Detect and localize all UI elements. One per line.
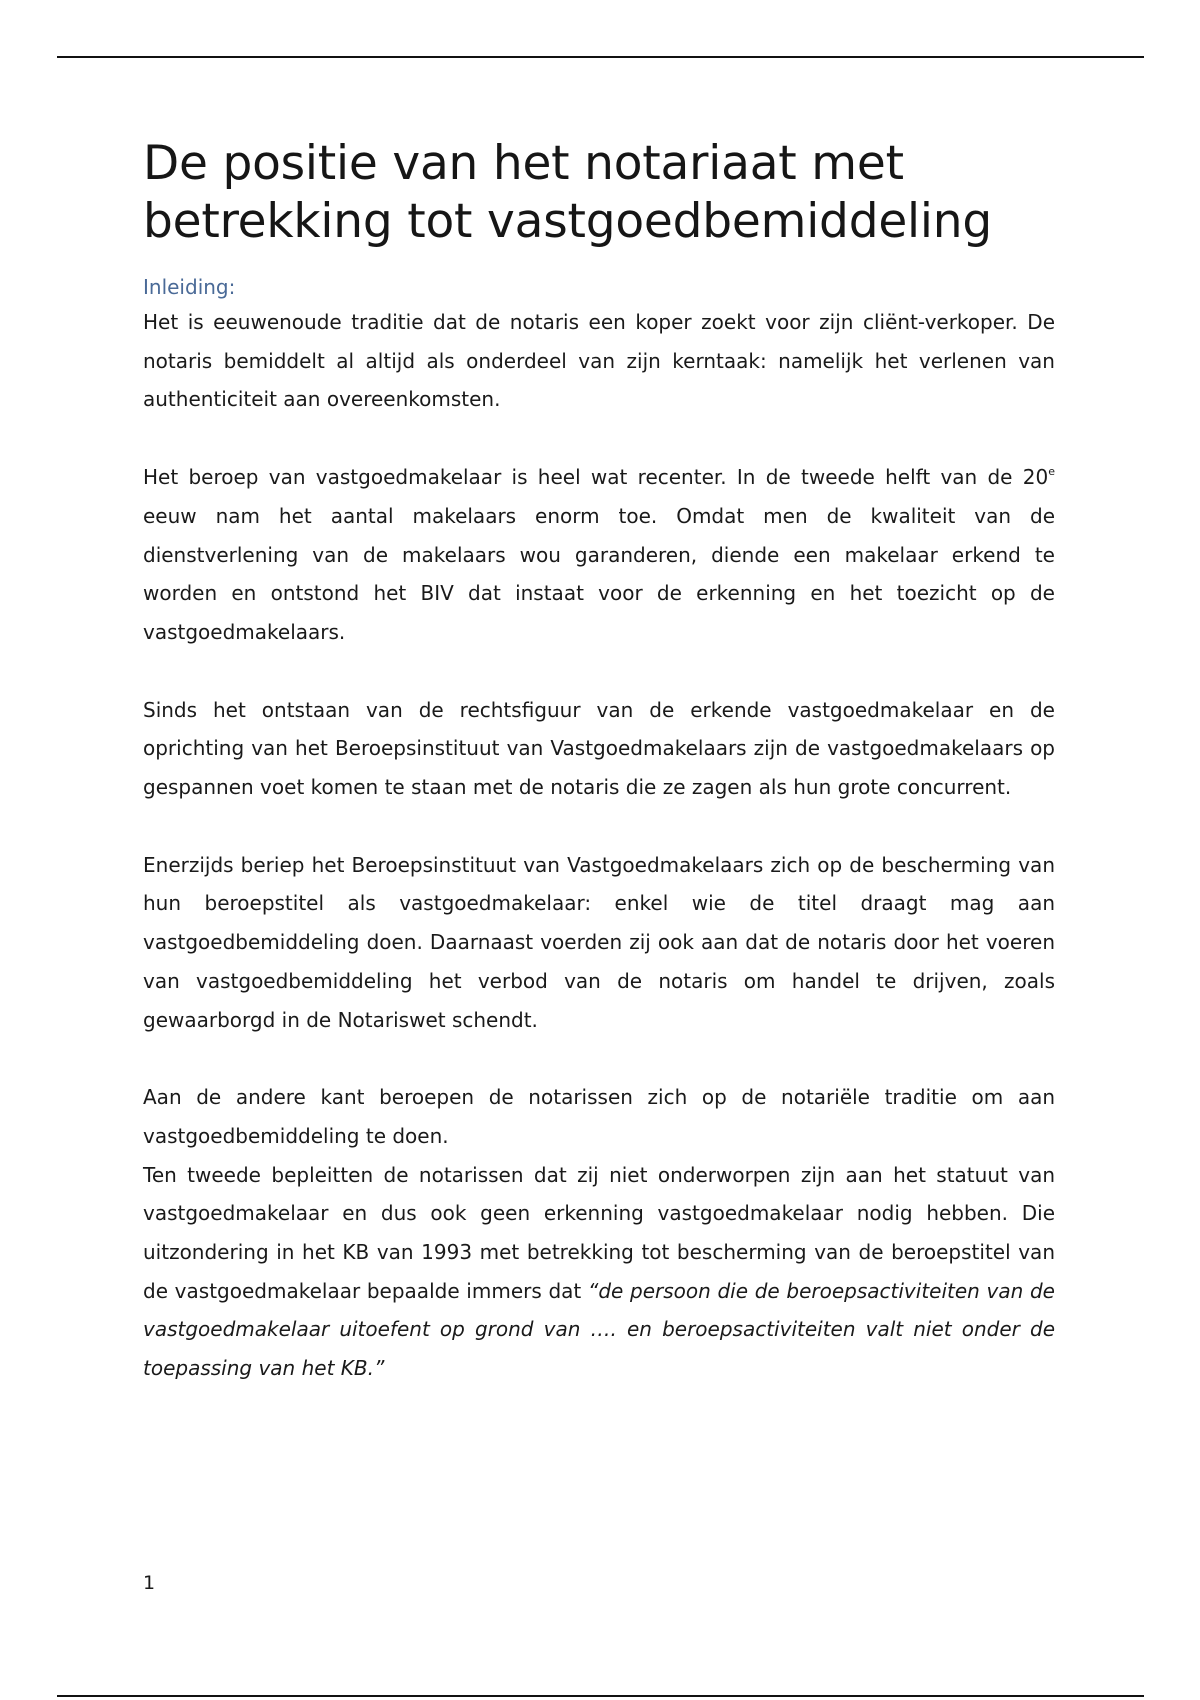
footer-rule — [57, 1695, 1144, 1697]
section-heading: Inleiding: — [143, 275, 236, 299]
paragraph-4: Enerzijds beriep het Beroepsinstituut van Vastgoedmakelaars zich op de bescherming van hun beroepstitel als vastgoedmakelaar: enkel wie de titel draagt mag aan vastgoedbemiddeling doen. Daarnaast voerden zij ook aan dat de notaris door het voeren van vastgoedbemiddeling het verbod van de notaris om handel te drijven, zoals gewaarborgd in de Notariswet schendt. — [143, 852, 1055, 1032]
document-title: De positie van het notariaat met betrekking tot vastgoedbemiddeling — [143, 136, 992, 249]
paragraph-5: Aan de andere kant beroepen de notarissen zich op de notariële traditie om aan vastgoedbemiddeling te doen. — [143, 1085, 1055, 1148]
header-rule — [57, 56, 1144, 58]
paragraph-2-text-b: eeuw nam het aantal makelaars enorm toe. Omdat men de kwaliteit van de dienstverlening van de makelaars wou garanderen, diende een makelaar erkend te worden en ontstond het BIV dat instaat voor de erkenning en het toezicht op de vastgoedmakelaars. — [143, 503, 1055, 644]
paragraph-6 — [143, 1156, 1055, 1388]
century-superscript: e — [1048, 465, 1055, 479]
paragraph-6-text: Ten tweede bepleitten de notarissen dat zij niet onderworpen zijn aan het statuut van vastgoedmakelaar en dus ook geen erkenning vastgoedmakelaar nodig hebben. Die uitzondering in het KB van 1993 met betrekking tot bescherming van de beroepstitel van de vastgoedmakelaar bepaalde immers dat — [143, 1162, 1055, 1303]
page-number: 1 — [143, 1572, 156, 1594]
paragraph-2-text-a: Het beroep van vastgoedmakelaar is heel wat recenter. In de tweede helft van de 20 — [143, 465, 1049, 490]
paragraph-2 — [143, 458, 1055, 652]
paragraph-1: Het is eeuwenoude traditie dat de notaris een koper zoekt voor zijn cliënt-verkoper. De notaris bemiddelt al altijd als onderdeel van zijn kerntaak: namelijk het verlenen van authenticiteit aan overeenkomsten. — [143, 310, 1055, 412]
document-page — [143, 135, 1055, 1388]
paragraph-3: Sinds het ontstaan van de rechtsfiguur van de erkende vastgoedmakelaar en de oprichting van het Beroepsinstituut van Vastgoedmakelaars zijn de vastgoedmakelaars op gespannen voet komen te staan met de notaris die ze zagen als hun grote concurrent. — [143, 697, 1055, 800]
kb-quote: “de persoon die de beroepsactiviteiten van de vastgoedmakelaar uitoefent op grond van …. en beroepsactiviteiten valt niet onder de toepassing van het KB.” — [143, 1278, 1055, 1381]
